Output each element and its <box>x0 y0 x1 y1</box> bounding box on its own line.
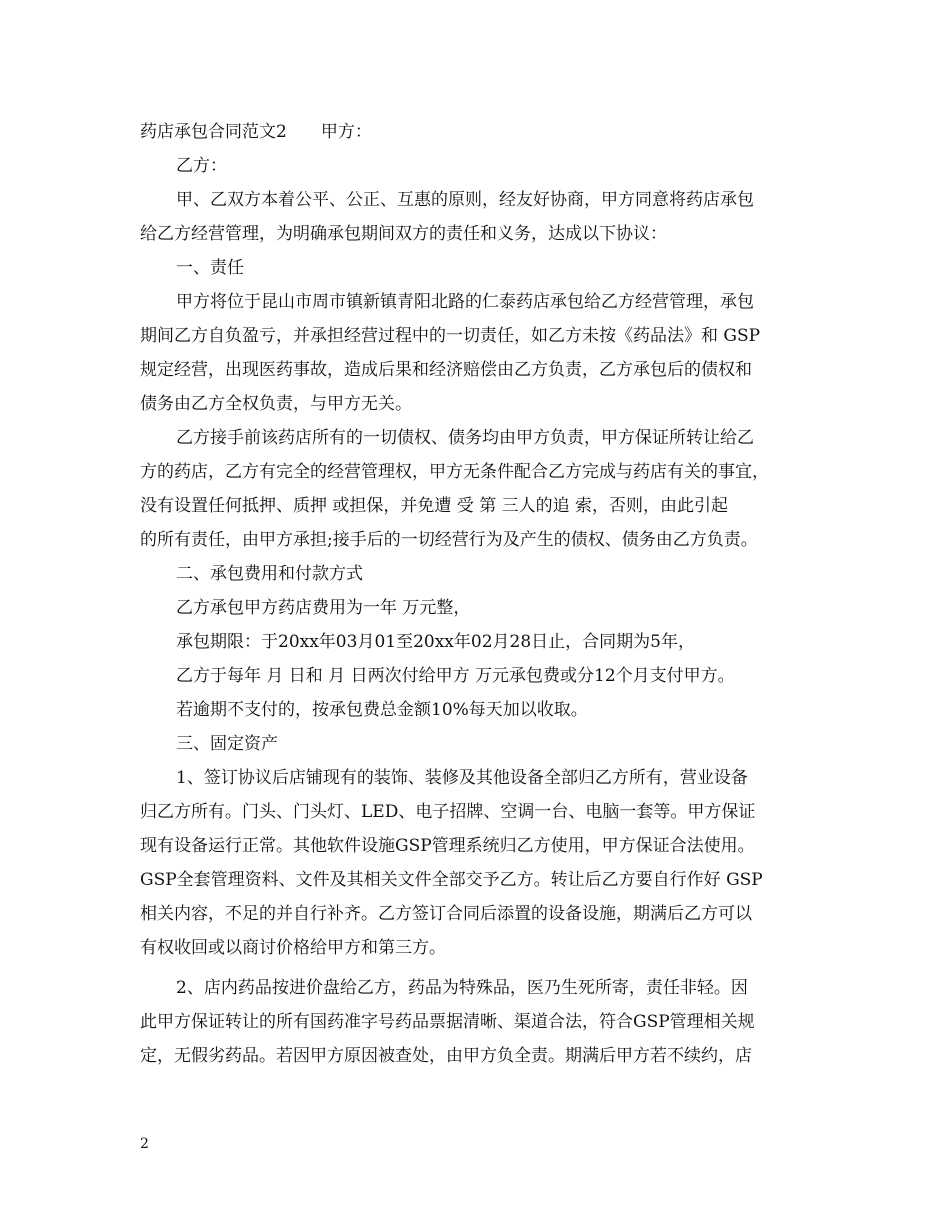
paragraph-line: 有权收回或以商讨价格给甲方和第三方。 <box>140 938 446 958</box>
paragraph-line: 规定经营，出现医药事故，造成后果和经济赔偿由乙方负责，乙方承包后的债权和 <box>140 360 752 380</box>
paragraph-line: 相关内容，不足的并自行补齐。乙方签订合同后添置的设备设施，期满后乙方可以 <box>140 904 752 924</box>
paragraph-line: 承包期限：于20xx年03月01至20xx年02月28日止，合同期为5年， <box>176 632 695 652</box>
paragraph-line: GSP全套管理资料、文件及其相关文件全部交予乙方。转让后乙方要自行作好 GSP <box>140 870 763 890</box>
paragraph-line: 若逾期不支付的，按承包费总金额10%每天加以收取。 <box>176 700 588 720</box>
paragraph-line: 方的药店，乙方有完全的经营管理权，甲方无条件配合乙方完成与药店有关的事宜， <box>140 462 769 482</box>
paragraph-line: 现有设备运行正常。其他软件设施GSP管理系统归乙方使用，甲方保证合法使用。 <box>140 836 755 856</box>
paragraph-line: 的所有责任，由甲方承担;接手后的一切经营行为及产生的债权、债务由乙方负责。 <box>140 530 758 550</box>
section-heading: 二、承包费用和付款方式 <box>176 564 363 584</box>
page-number: 2 <box>140 1136 149 1152</box>
paragraph-line: 给乙方经营管理，为明确承包期间双方的责任和义务，达成以下协议： <box>140 224 667 244</box>
paragraph-line: 乙方于每年 月 日和 月 日两次付给甲方 万元承包费或分12个月支付甲方。 <box>176 666 735 686</box>
section-heading: 一、责任 <box>176 258 244 278</box>
paragraph-line: 定，无假劣药品。若因甲方原因被查处，由甲方负全责。期满后甲方若不续约，店 <box>140 1046 752 1066</box>
title-line: 药店承包合同范文2 甲方： <box>140 122 372 142</box>
paragraph-line: 归乙方所有。门头、门头灯、LED、电子招牌、空调一台、电脑一套等。甲方保证 <box>140 802 756 822</box>
paragraph-line: 期间乙方自负盈亏，并承担经营过程中的一切责任，如乙方未按《药品法》和 GSP <box>140 326 761 346</box>
paragraph-line: 乙方承包甲方药店费用为一年 万元整， <box>176 598 471 618</box>
paragraph-line: 没有设置任何抵押、质押 或担保，并免遭 受 第 三人的追 索，否则，由此引起 <box>140 496 729 516</box>
paragraph-line: 此甲方保证转让的所有国药准字号药品票据清晰、渠道合法，符合GSP管理相关规 <box>140 1012 755 1032</box>
paragraph-line: 债务由乙方全权负责，与甲方无关。 <box>140 394 412 414</box>
section-heading: 三、固定资产 <box>176 734 278 754</box>
document-body <box>140 115 830 1073</box>
paragraph-line: 甲方将位于昆山市周市镇新镇青阳北路的仁泰药店承包给乙方经营管理，承包 <box>176 292 754 312</box>
paragraph-line: 乙方接手前该药店所有的一切债权、债务均由甲方负责，甲方保证所转让给乙 <box>176 428 754 448</box>
paragraph-line: 2、店内药品按进价盘给乙方，药品为特殊品，医乃生死所寄，责任非轻。因 <box>176 978 748 998</box>
party-b-line: 乙方： <box>176 156 227 176</box>
paragraph-line: 1、签订协议后店铺现有的装饰、装修及其他设备全部归乙方所有，营业设备 <box>176 768 748 788</box>
paragraph-line: 甲、乙双方本着公平、公正、互惠的原则，经友好协商，甲方同意将药店承包 <box>176 190 754 210</box>
